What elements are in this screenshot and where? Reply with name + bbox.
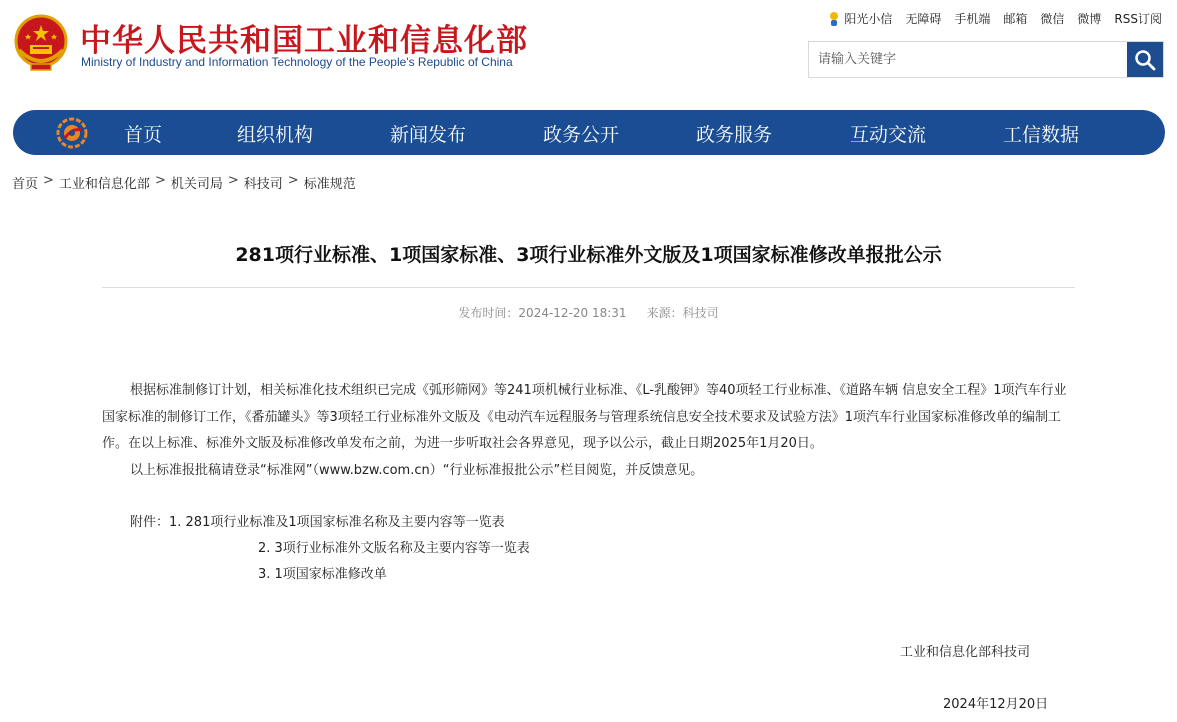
miit-logo-icon[interactable] bbox=[55, 116, 89, 150]
breadcrumb-separator: > bbox=[227, 173, 239, 188]
nav-item-news[interactable]: 新闻发布 bbox=[390, 124, 467, 146]
nav-item-organization[interactable]: 组织机构 bbox=[237, 124, 314, 146]
sunshine-mascot-icon bbox=[827, 11, 841, 27]
article-body bbox=[102, 378, 1077, 484]
article-paragraph: 根据标准制修订计划，相关标准化技术组织已完成《弧形筛网》等241项机械行业标准、《L-乳酸钾》等40项轻工行业标准、《道路车辆 信息安全工程》1项汽车行业国家标准的制修订工作，《番茄罐头》等3项轻工行业标准外文版及《电动汽车远程服务与管理系统信息安全技术要求及试验方法》1项汽车行业国家标准修改单的编制工作。在以上标准、标准外文版及标准修改单发布之前，为进一步听取社会各界意见，现予以公示，截止日期2025年1月20日。 bbox=[102, 383, 1067, 451]
search-icon bbox=[1134, 49, 1156, 71]
nav-item-government-affairs[interactable]: 政务公开 bbox=[543, 124, 620, 146]
site-subtitle: Ministry of Industry and Information Technology of the People's Republic of China bbox=[81, 55, 513, 69]
top-link-sunshine[interactable] bbox=[827, 10, 892, 27]
breadcrumb-departments[interactable]: 机关司局 bbox=[170, 177, 223, 192]
nav-item-home[interactable]: 首页 bbox=[124, 124, 163, 146]
breadcrumb-separator: > bbox=[43, 173, 54, 188]
top-link-mobile[interactable]: 手机端 bbox=[954, 12, 991, 26]
site-header bbox=[0, 0, 1177, 100]
top-links bbox=[827, 10, 1162, 27]
signature-date: 2024年12月20日 bbox=[943, 697, 1049, 712]
source-value: 科技司 bbox=[682, 306, 719, 320]
attachment-item[interactable]: 2. 3项行业标准外文版名称及主要内容等一览表 bbox=[258, 541, 530, 556]
breadcrumb-separator: > bbox=[154, 173, 166, 188]
breadcrumb-standards[interactable]: 标准规范 bbox=[303, 177, 356, 192]
site-title[interactable]: 中华人民共和国工业和信息化部 bbox=[80, 23, 528, 59]
breadcrumb bbox=[12, 173, 356, 192]
breadcrumb-ministry[interactable]: 工业和信息化部 bbox=[58, 177, 150, 192]
breadcrumb-separator: > bbox=[287, 173, 299, 188]
top-link-accessibility[interactable]: 无障碍 bbox=[905, 12, 942, 26]
attachment-item[interactable]: 附件：1. 281项行业标准及1项国家标准名称及主要内容等一览表 bbox=[130, 515, 505, 530]
source-label: 来源： bbox=[646, 306, 683, 320]
search-button[interactable] bbox=[1127, 42, 1163, 77]
top-link-rss[interactable]: RSS订阅 bbox=[1114, 12, 1162, 26]
search-box bbox=[808, 41, 1164, 78]
publish-label: 发布时间： bbox=[458, 306, 519, 320]
top-link-weibo[interactable]: 微博 bbox=[1077, 12, 1102, 26]
article-title: 281项行业标准、1项国家标准、3项行业标准外文版及1项国家标准修改单报批公示 bbox=[235, 244, 942, 266]
national-emblem-icon[interactable] bbox=[13, 14, 69, 72]
article-paragraph: 以上标准报批稿请登录“标准网”（www.bzw.com.cn）“行业标准报批公示”栏目阅览，并反馈意见。 bbox=[130, 462, 704, 478]
nav-item-data[interactable]: 工信数据 bbox=[1003, 124, 1080, 146]
main-nav bbox=[13, 110, 1165, 155]
breadcrumb-sci-tech[interactable]: 科技司 bbox=[243, 177, 283, 192]
nav-item-government-services[interactable]: 政务服务 bbox=[696, 124, 773, 146]
top-link-label: 阳光小信 bbox=[844, 12, 893, 26]
publish-time: 2024-12-20 18:31 bbox=[518, 306, 627, 320]
top-link-wechat[interactable]: 微信 bbox=[1040, 12, 1065, 26]
search-input[interactable] bbox=[809, 42, 1127, 77]
title-divider bbox=[102, 287, 1075, 288]
attachment-item[interactable]: 3. 1项国家标准修改单 bbox=[258, 567, 387, 582]
breadcrumb-home[interactable]: 首页 bbox=[12, 177, 39, 192]
nav-item-interaction[interactable]: 互动交流 bbox=[850, 124, 927, 146]
top-link-mail[interactable]: 邮箱 bbox=[1003, 12, 1028, 26]
article-meta bbox=[0, 304, 1177, 321]
signature: 工业和信息化部科技司 bbox=[900, 645, 1031, 660]
